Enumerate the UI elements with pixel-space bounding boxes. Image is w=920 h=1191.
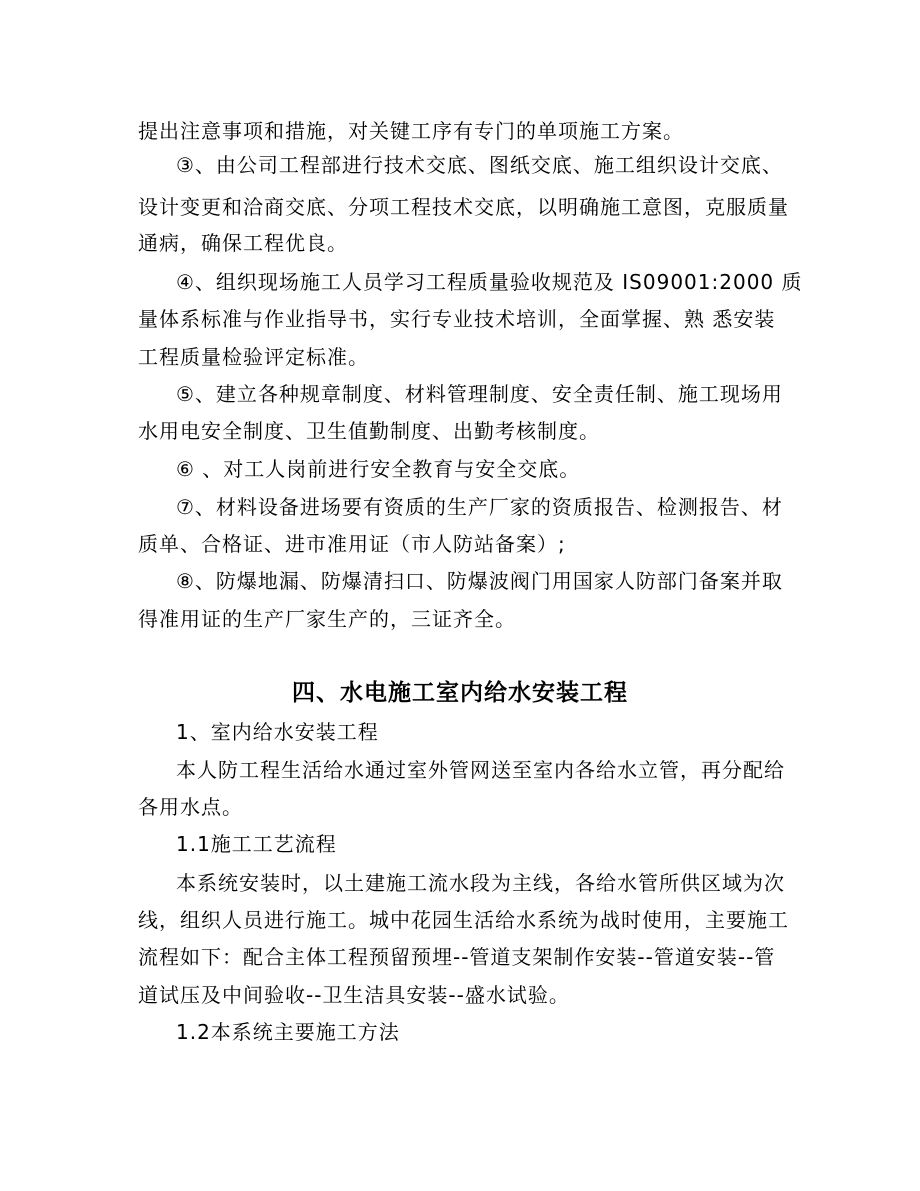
paragraph-line: 质单、合格证、进市准用证（市人防站备案）; bbox=[138, 532, 566, 556]
paragraph-line: 道试压及中间验收--卫生洁具安装--盛水试验。 bbox=[138, 983, 570, 1007]
paragraph-line: 得准用证的生产厂家生产的，三证齐全。 bbox=[138, 607, 516, 631]
section-heading: 四、水电施工室内给水安装工程 bbox=[292, 680, 628, 706]
paragraph-line: 量体系标准与作业指导书，实行专业技术培训，全面掌握、熟 悉安装 bbox=[138, 307, 776, 331]
paragraph-line: ⑧、防爆地漏、防爆清扫口、防爆波阀门用国家人防部门备案并取 bbox=[176, 569, 783, 593]
paragraph-line: 流程如下：配合主体工程预留预埋--管道支架制作安装--管道安装--管 bbox=[138, 945, 776, 969]
paragraph-line: 水用电安全制度、卫生值勤制度、出勤考核制度。 bbox=[138, 419, 600, 443]
paragraph-line: 通病，确保工程优良。 bbox=[138, 231, 348, 255]
subsection-title: 1.2本系统主要施工方法 bbox=[176, 1020, 400, 1044]
paragraph-line: 各用水点。 bbox=[138, 795, 243, 819]
paragraph-line: ⑥ 、对工人岗前进行安全教育与安全交底。 bbox=[176, 457, 581, 481]
paragraph-line: ③、由公司工程部进行技术交底、图纸交底、施工组织设计交底、 bbox=[176, 153, 783, 177]
subsection-title: 1.1施工工艺流程 bbox=[176, 832, 337, 856]
paragraph-line: ⑤、建立各种规章制度、材料管理制度、安全责任制、施工现场用 bbox=[176, 382, 783, 406]
paragraph-line: 线，组织人员进行施工。城中花园生活给水系统为战时使用，主要施工 bbox=[138, 908, 789, 932]
paragraph-line: 本系统安装时，以土建施工流水段为主线，各给水管所供区域为次 bbox=[176, 871, 785, 895]
paragraph-line: 设计变更和洽商交底、分项工程技术交底，以明确施工意图，克服质量 bbox=[138, 195, 789, 219]
subsection-title: 1、室内给水安装工程 bbox=[176, 720, 379, 744]
paragraph-line: 提出注意事项和措施，对关键工序有专门的单项施工方案。 bbox=[138, 119, 684, 143]
paragraph-line: ④、组织现场施工人员学习工程质量验收规范及 IS09001:2000 质 bbox=[176, 270, 803, 294]
paragraph-line: 工程质量检验评定标准。 bbox=[138, 345, 369, 369]
paragraph-line: ⑦、材料设备进场要有资质的生产厂家的资质报告、检测报告、材 bbox=[176, 495, 783, 519]
paragraph-line: 本人防工程生活给水通过室外管网送至室内各给水立管，再分配给 bbox=[176, 758, 785, 782]
